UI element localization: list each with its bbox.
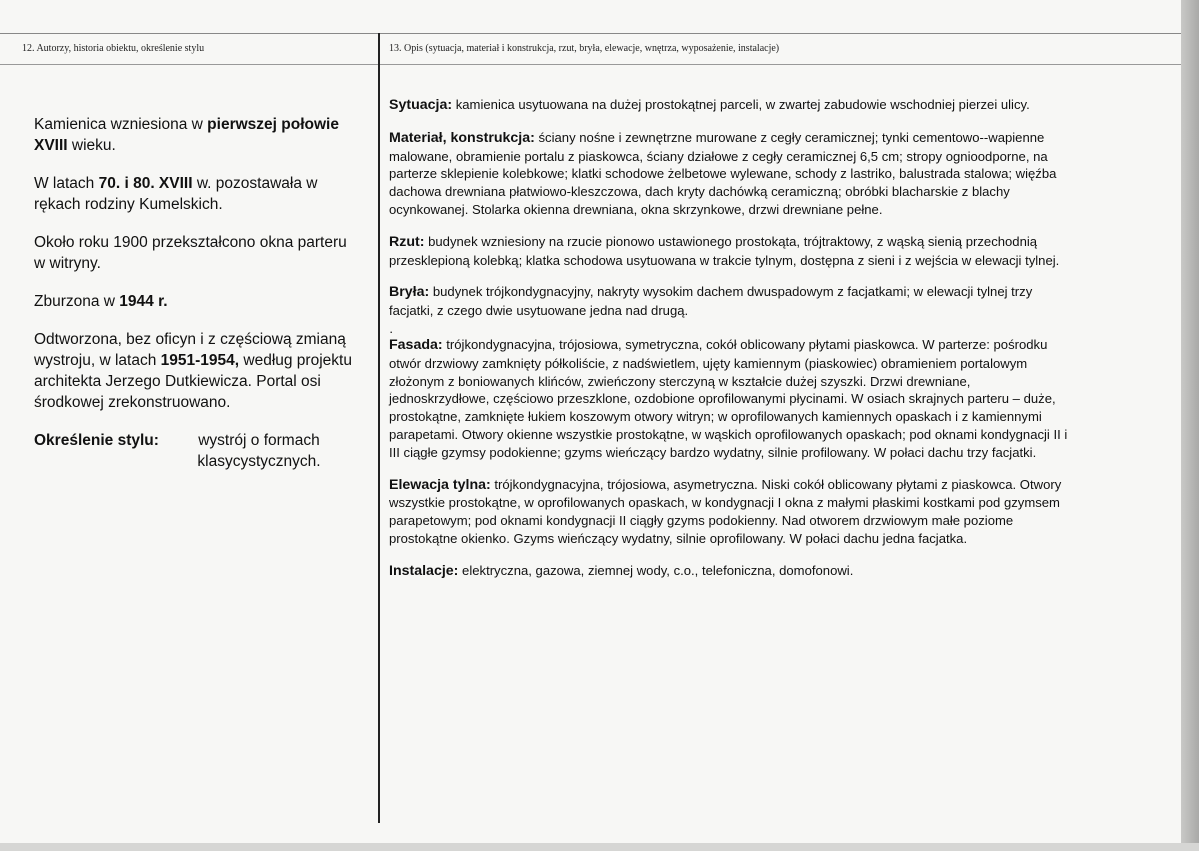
history-paragraph: Kamienica wzniesiona w pierwszej połowie XVIII wieku.: [34, 116, 339, 154]
header-bottom-rule: [0, 64, 1181, 65]
description-fasada: Fasada: trójkondygnacyjna, trójosiowa, symetryczna, cokół oblicowany płytami piaskowca. W parterze: pośrodku otwór drzwiowy zamknięty półkoliście, z nadświetlem, ujęty kamiennym (piaskowiec) obramieniem portalowym złożonym z boniowanych klińców, zwieńczony sterczyną w kształcie dużej szyszki. Drzwi drewniane, jednoskrzydłowe, częściowo przeszklone, ozdobione oprofilowanymi płycinami. W osiach skrajnych parteru – duże, prostokątne, zamknięte łukiem koszowym otwory witryn; w oprofilowanych kamiennych opaskach i z kamiennymi parapetami. Otwory okienne wszystkie prostokątne, w wąskich oprofilowanych opaskach; pod oknami kondygnacji II i III ciągłe gzymsy podokienne; gzyms wieńczący bardzo wydatny, silnie profilowany. W połaci dachu trzy facjatki.: [389, 336, 1068, 460]
history-paragraph: Zburzona w 1944 r.: [34, 293, 168, 310]
history-paragraph: W latach 70. i 80. XVIII w. pozostawała w rękach rodziny Kumelskich.: [34, 175, 318, 213]
header-top-rule: [0, 33, 1181, 34]
style-label: Określenie stylu:: [34, 432, 159, 449]
description-elewacja: Elewacja tylna: trójkondygnacyjna, trójosiowa, asymetryczna. Niski cokół oblicowany płytami z piaskowca. Otwory wszystkie prostokątne, w oprofilowanych opaskach, w kondygnacji I okna z małymi płaskimi kostkami pod gzymsem parapetowym; pod oknami kondygnacji II ciągły gzyms podokienny. Nad otworem drzwiowym małe poziome prostokątne okienko. Gzyms wieńczący wydatny, silnie oprofilowany. W połaci dachu jedna facjatka.: [389, 476, 1062, 546]
section-12-header: 12. Autorzy, historia obiektu, określenie stylu: [22, 43, 205, 54]
description-instalacje: Instalacje: elektryczna, gazowa, ziemnej wody, c.o., telefoniczna, domofonowi.: [389, 562, 854, 579]
description-material: Materiał, konstrukcja: ściany nośne i zewnętrzne murowane z cegły ceramicznej; tynki cementowo--wapienne malowane, obramienie portalu z piaskowca, ściany działowe z cegły ceramicznej 6,5 cm; stropy ognioodporne, na parterze sklepienie kolebkowe; klatki schodowe żelbetowe wylewane, schody z lastriko, balustrada stalowa; więźba dachowa drewniana płatwiowo-kleszczowa, dach kryty dachówką ceramiczną; obróbki blacharskie z blachy ocynkowanej. Stolarka okienna drewniana, okna skrzynkowe, drzwi drewniane pełne.: [389, 129, 1057, 217]
history-column: [34, 114, 354, 472]
page-edge-bottom: [0, 843, 1199, 851]
page-edge-right: [1181, 0, 1199, 851]
section-13-header: 13. Opis (sytuacja, materiał i konstrukcja, rzut, bryła, elewacje, wnętrza, wyposażenie, instalacje): [389, 43, 780, 54]
description-rzut: Rzut: budynek wzniesiony na rzucie pionowo ustawionego prostokąta, trójtraktowy, z wąską sienią przechodnią przesklepioną kolebką; klatka schodowa usytuowana w trakcie tylnym, dostępna z sieni i z wejścia w elewacji tylnej.: [389, 233, 1060, 268]
stray-dot: ·: [389, 323, 394, 339]
description-bryla: Bryła: budynek trójkondygnacyjny, nakryty wysokim dachem dwuspadowym z facjatkami; w elewacji tylnej trzy facjatki, z czego dwie usytuowane jedna nad drugą.: [389, 284, 1033, 319]
style-value: wystrój o formach klasycystycznych.: [197, 432, 321, 470]
description-column: [389, 96, 1074, 595]
history-paragraph: Odtworzona, bez oficyn i z częściową zmianą wystroju, w latach 1951-1954, według projektu architekta Jerzego Dutkiewicza. Portal osi środkowej zrekonstruowano.: [34, 331, 352, 411]
style-definition: [34, 430, 354, 472]
history-paragraph: Około roku 1900 przekształcono okna parteru w witryny.: [34, 234, 347, 272]
description-sytuacja: Sytuacja: kamienica usytuowana na dużej prostokątnej parceli, w zwartej zabudowie wschodniej pierzei ulicy.: [389, 97, 1030, 113]
column-divider: [378, 33, 380, 823]
